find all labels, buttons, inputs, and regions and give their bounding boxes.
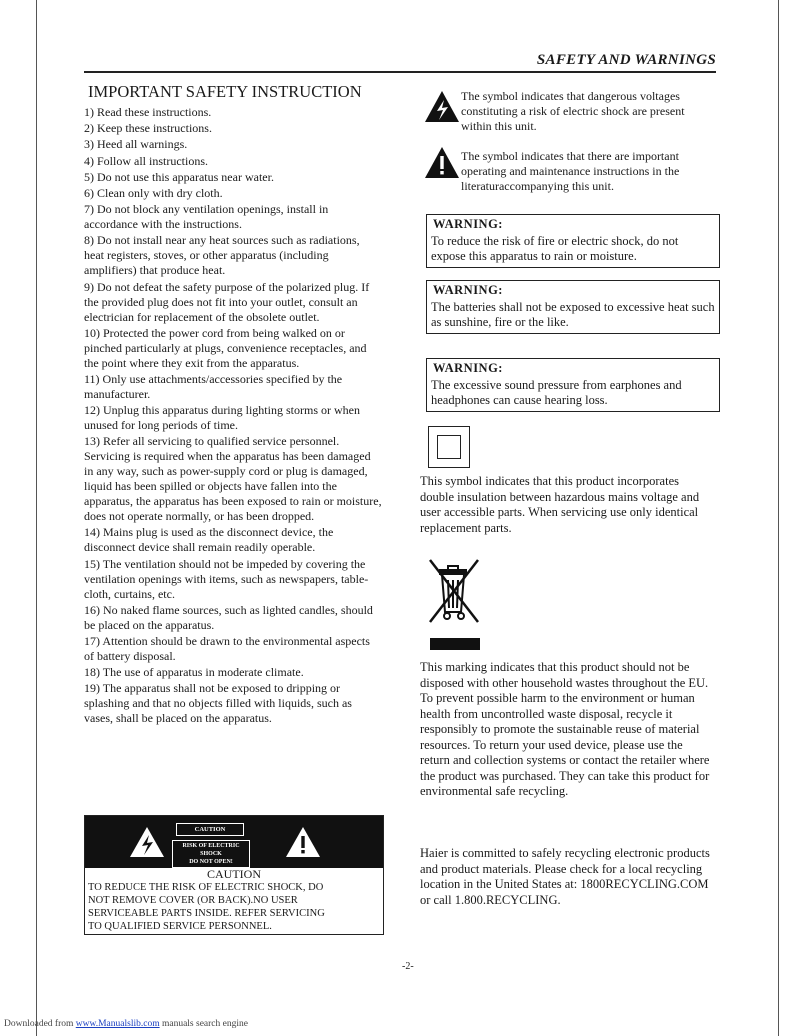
warning-box	[426, 280, 720, 334]
caution-line: TO QUALIFIED SERVICE PERSONNEL.	[88, 921, 272, 932]
warning-box	[426, 214, 720, 268]
attention-warning-icon	[285, 826, 321, 858]
warning-title: WARNING:	[433, 361, 503, 375]
manualslib-link[interactable]: www.Manualslib.com	[75, 1019, 160, 1029]
double-insulation-inner	[437, 435, 461, 459]
instruction-item: 11) Only use attachments/accessories specified by the manufacturer.	[84, 371, 343, 401]
instruction-item: 4) Follow all instructions.	[84, 153, 208, 168]
right-margin-line	[778, 0, 779, 1036]
caution-line: NOT REMOVE COVER (OR BACK).NO USER	[88, 895, 298, 906]
weee-bar	[430, 638, 480, 650]
instruction-item: 7) Do not block any ventilation openings, install in accordance with the instructions.	[84, 202, 329, 232]
instruction-item: 15) The ventilation should not be impeded by covering the ventilation openings with items, such as newspapers, table-cloth, curtains, etc.	[84, 556, 369, 601]
caution-title: CAUTION	[207, 867, 261, 881]
instruction-item: 2) Keep these instructions.	[84, 121, 212, 136]
warning-box	[426, 358, 720, 412]
double-insulation-icon	[428, 426, 470, 468]
warning-text: To reduce the risk of fire or electric shock, do not expose this apparatus to rain or moisture.	[431, 234, 679, 263]
caution-text	[88, 881, 380, 933]
warning-title: WARNING:	[433, 283, 503, 297]
caution-line: SERVICEABLE PARTS INSIDE. REFER SERVICING	[88, 908, 325, 919]
caution-line: TO REDUCE THE RISK OF ELECTRIC SHOCK, DO	[88, 882, 324, 893]
instruction-item: 17) Attention should be drawn to the environmental aspects of battery disposal.	[84, 634, 370, 663]
instruction-item: 12) Unplug this apparatus during lighting storms or when unused for long periods of time.	[84, 403, 360, 433]
instruction-item: 6) Clean only with dry cloth.	[84, 185, 223, 200]
footer-suffix: manuals search engine	[161, 1019, 248, 1029]
instruction-item: 13) Refer all servicing to qualified service personnel. Servicing is required when the apparatus has been damaged in any way, such as power-supply cord or plug is damaged, liquid has been spilled or objects have fallen into the apparatus, the apparatus has been exposed to rain or moisture, does not operate normally, or has been dropped.	[84, 434, 382, 524]
header-rule	[84, 71, 716, 73]
instruction-item: 10) Protected the power cord from being walked on or pinched particularly at plugs, convenience receptacles, and the point where they exit from the apparatus.	[84, 325, 367, 370]
attention-symbol-text: The symbol indicates that there are important operating and maintenance instructions in the literaturaccompanying this unit.	[461, 149, 680, 193]
risk-line: DO NOT OPEN!	[189, 859, 233, 865]
instruction-item: 9) Do not defeat the safety purpose of the polarized plug. If the provided plug does not fit into your outlet, consult an electrician for replacement of the obsolete outlet.	[84, 279, 370, 324]
warning-title: WARNING:	[433, 217, 503, 231]
left-margin-line	[36, 0, 37, 1036]
instruction-item: 8) Do not install near any heat sources such as radiations, heat registers, stoves, or other apparatus (including amplifiers) that produce heat.	[84, 233, 360, 278]
instructions-heading: IMPORTANT SAFETY INSTRUCTION	[88, 82, 362, 101]
instruction-item: 18) The use of apparatus in moderate climate.	[84, 665, 304, 680]
recycling-text: Haier is committed to safely recycling electronic products and product materials. Please check for a local recycling location in the United States at: 1800RECYCLING.COM or call 1.800.RECYCLING.	[420, 846, 710, 907]
section-title: SAFETY AND WARNINGS	[536, 52, 716, 68]
instruction-item: 16) No naked flame sources, such as lighted candles, should be placed on the apparatus.	[84, 602, 373, 632]
warning-text: The excessive sound pressure from earphones and headphones can cause hearing loss.	[431, 378, 682, 407]
download-footer	[4, 1019, 248, 1029]
instruction-item: 19) The apparatus shall not be exposed to dripping or splashing and that no objects filled with liquids, such as vases, shall be placed on the apparatus.	[84, 681, 352, 726]
safety-instructions	[84, 82, 382, 728]
voltage-symbol-text: The symbol indicates that dangerous voltages constituting a risk of electric shock are present within this unit.	[461, 89, 685, 133]
attention-symbol-row	[420, 148, 716, 210]
crossed-bin-icon	[426, 556, 482, 626]
risk-line: RISK OF ELECTRIC SHOCK	[182, 843, 240, 857]
footer-prefix: Downloaded from	[4, 1019, 74, 1029]
electric-shock-warning-icon	[129, 826, 165, 858]
voltage-symbol-row	[420, 88, 716, 138]
attention-warning-icon	[424, 146, 460, 180]
instruction-item: 5) Do not use this apparatus near water.	[84, 169, 274, 184]
warning-text: The batteries shall not be exposed to excessive heat such as sunshine, fire or the like.	[431, 300, 715, 329]
double-insulation-text: This symbol indicates that this product incorporates double insulation between hazardous mains voltage and user accessible parts. When servicing use only identical replacement parts.	[420, 474, 700, 535]
instruction-item: 14) Mains plug is used as the disconnect device, the disconnect device shall remain readily operable.	[84, 525, 334, 555]
caution-label: CAUTION	[176, 823, 244, 836]
caution-risk-text	[172, 840, 250, 868]
electric-shock-warning-icon	[424, 90, 460, 124]
weee-text: This marking indicates that this product should not be disposed with other household wastes throughout the EU. To prevent possible harm to the environment or human health from uncontrolled waste disposal, recycle it responsibly to promote the sustainable reuse of material resources. To return your used device, please use the return and collection systems or contact the retailer where the product was purchased. They can take this product for environmental safe recycling.	[420, 660, 710, 798]
instruction-item: 1) Read these instructions.	[84, 105, 212, 119]
instruction-item: 3) Heed all warnings.	[84, 137, 188, 152]
page-number: -2-	[402, 961, 414, 972]
